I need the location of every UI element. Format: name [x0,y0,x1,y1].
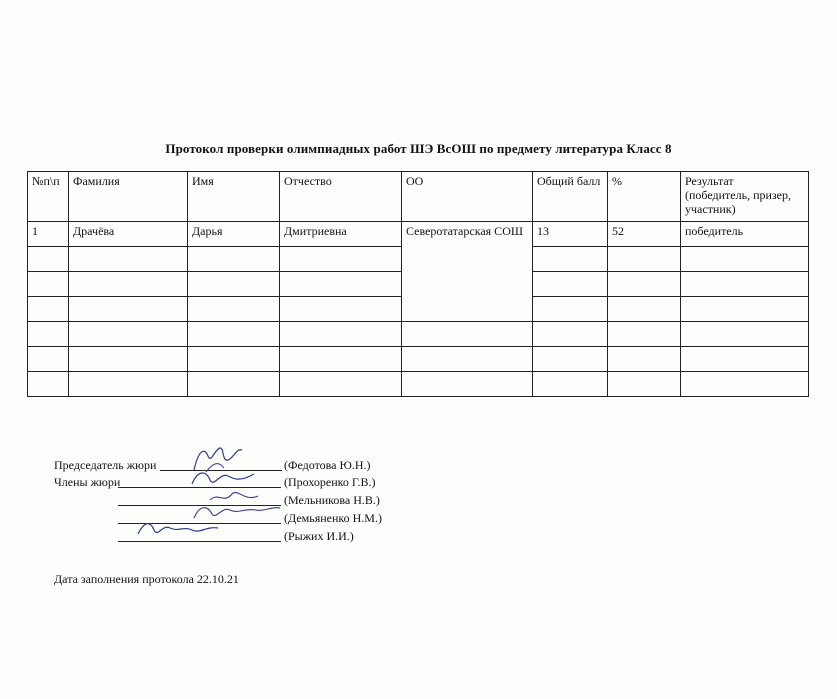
header-name: Имя [188,172,280,222]
empty-cell [69,372,188,397]
header-number: №п\п [28,172,69,222]
empty-cell [681,272,809,297]
empty-cell [608,372,681,397]
empty-cell [681,322,809,347]
empty-cell [188,372,280,397]
members-label: Члены жюри [54,475,121,489]
header-percent: % [608,172,681,222]
member-name: (Прохоренко Г.В.) [284,475,376,489]
empty-cell [69,322,188,347]
member-name: (Рыжих И.И.) [284,529,354,543]
empty-cell [69,347,188,372]
chair-label: Председатель жюри [54,458,157,472]
cell-name: Дарья [188,222,280,247]
empty-cell [681,372,809,397]
cell-patronymic: Дмитриевна [280,222,402,247]
table-row [28,222,809,247]
cell-school: Северотатарская СОШ [402,222,533,322]
cell-result: победитель [681,222,809,247]
header-school: ОО [402,172,533,222]
table-row [28,372,809,397]
table-row [28,322,809,347]
table-row [28,347,809,372]
empty-cell [280,247,402,272]
cell-surname: Драчёва [69,222,188,247]
empty-cell [533,372,608,397]
empty-cell [188,322,280,347]
empty-cell [28,322,69,347]
chair-line [54,458,371,474]
empty-cell [608,272,681,297]
empty-cell [28,247,69,272]
empty-cell [28,347,69,372]
empty-cell [608,322,681,347]
fill-date: Дата заполнения протокола 22.10.21 [54,572,239,586]
empty-cell [280,347,402,372]
empty-cell [280,297,402,322]
empty-cell [188,297,280,322]
empty-cell [69,247,188,272]
empty-cell [188,272,280,297]
empty-cell [402,347,533,372]
member-name: (Мельникова Н.В.) [284,493,380,507]
empty-cell [280,272,402,297]
cell-percent: 52 [608,222,681,247]
header-surname: Фамилия [69,172,188,222]
empty-cell [188,347,280,372]
empty-cell [280,372,402,397]
results-table [27,171,809,397]
empty-cell [681,347,809,372]
cell-total-score: 13 [533,222,608,247]
empty-cell [69,297,188,322]
empty-cell [533,247,608,272]
empty-cell [533,347,608,372]
empty-cell [533,272,608,297]
empty-cell [28,372,69,397]
empty-cell [402,372,533,397]
protocol-title: Протокол проверки олимпиадных работ ШЭ ВсОШ по предмету литература Класс 8 [165,141,672,156]
empty-cell [681,247,809,272]
member-name: (Демьяненко Н.М.) [284,511,382,525]
empty-cell [188,247,280,272]
chair-name: (Федотова Ю.Н.) [284,458,371,472]
header-patronymic: Отчество [280,172,402,222]
empty-cell [608,247,681,272]
empty-cell [533,322,608,347]
empty-cell [681,297,809,322]
header-total-score: Общий балл [533,172,608,222]
empty-cell [280,322,402,347]
table-header-row [28,172,809,222]
empty-cell [69,272,188,297]
empty-cell [608,347,681,372]
cell-number: 1 [28,222,69,247]
empty-cell [533,297,608,322]
empty-cell [608,297,681,322]
empty-cell [28,272,69,297]
header-result: Результат (победитель, призер, участник) [681,172,809,222]
members-line [54,475,376,491]
empty-cell [402,322,533,347]
empty-cell [28,297,69,322]
handwritten-signature-member [132,514,222,544]
